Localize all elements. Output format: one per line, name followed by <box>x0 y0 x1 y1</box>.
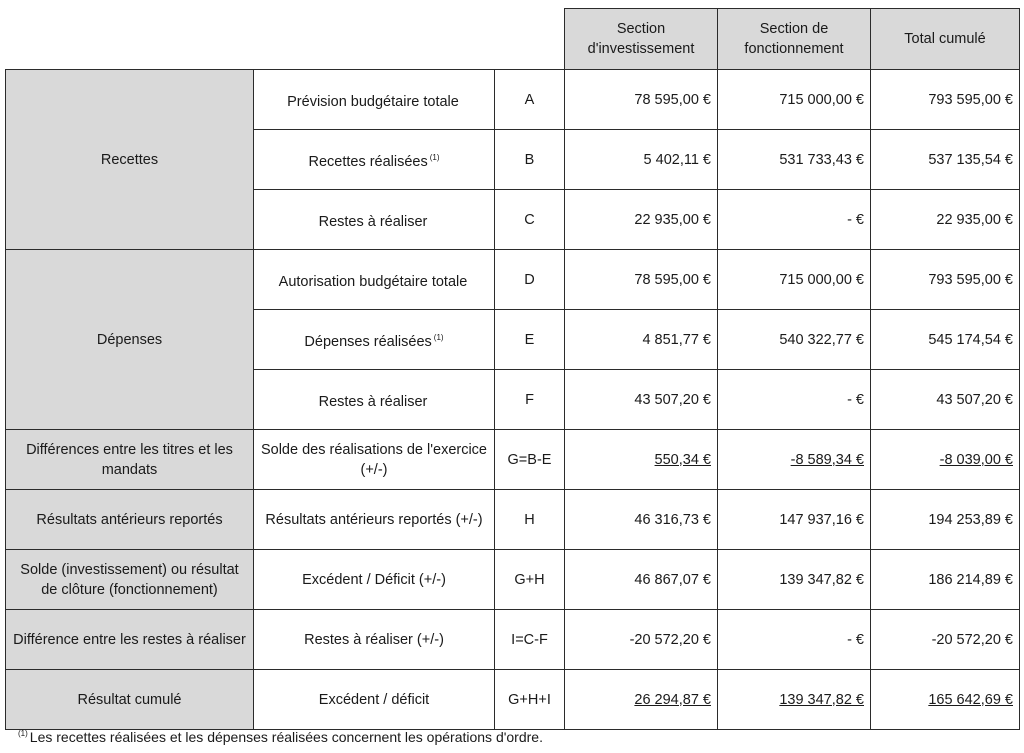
row-label: Recettes réalisées $^{(1)}$ <box>254 130 495 190</box>
row-label: Dépenses réalisées $^{(1)}$ <box>254 310 495 370</box>
row-code: H <box>495 490 565 550</box>
value-total: 537 135,54 € <box>871 130 1020 190</box>
row-label: Restes à réaliser (+/-) <box>254 610 495 670</box>
value-investissement: 4 851,77 € <box>565 310 718 370</box>
row-code: E <box>495 310 565 370</box>
value-investissement: -20 572,20 € <box>565 610 718 670</box>
group-depenses: Dépenses <box>6 250 254 430</box>
header-fonctionnement: Section de fonctionnement <box>718 9 871 70</box>
row-label: Restes à réaliser <box>254 370 495 430</box>
group-differences: Différences entre les titres et les mandats <box>6 430 254 490</box>
value-total: -20 572,20 € <box>871 610 1020 670</box>
value-fonctionnement: 715 000,00 € <box>718 250 871 310</box>
value-fonctionnement: 540 322,77 € <box>718 310 871 370</box>
group-solde: Solde (investissement) ou résultat de clôture (fonctionnement) <box>6 550 254 610</box>
row-label: Excédent / déficit <box>254 670 495 730</box>
header-investissement: Section d'investissement <box>565 9 718 70</box>
row-code: D <box>495 250 565 310</box>
header-row <box>6 9 1020 70</box>
value-investissement: 5 402,11 € <box>565 130 718 190</box>
value-total: 22 935,00 € <box>871 190 1020 250</box>
value-total: 793 595,00 € <box>871 70 1020 130</box>
group-resultats-anterieurs: Résultats antérieurs reportés <box>6 490 254 550</box>
table-row <box>6 70 1020 130</box>
group-difference-restes: Différence entre les restes à réaliser <box>6 610 254 670</box>
row-label: Résultats antérieurs reportés (+/-) <box>254 490 495 550</box>
value-fonctionnement: 139 347,82 € <box>718 550 871 610</box>
value-total: 194 253,89 € <box>871 490 1020 550</box>
value-fonctionnement: - € <box>718 190 871 250</box>
budget-table <box>5 8 1020 730</box>
value-total: 793 595,00 € <box>871 250 1020 310</box>
value-total: 43 507,20 € <box>871 370 1020 430</box>
table-row <box>6 430 1020 490</box>
row-label: Prévision budgétaire totale <box>254 70 495 130</box>
footnote <box>16 729 543 745</box>
row-code: G=B-E <box>495 430 565 490</box>
value-investissement: 46 316,73 € <box>565 490 718 550</box>
row-code: G+H <box>495 550 565 610</box>
value-fonctionnement: -8 589,34 € <box>718 430 871 490</box>
row-code: C <box>495 190 565 250</box>
value-investissement: 43 507,20 € <box>565 370 718 430</box>
value-fonctionnement: 531 733,43 € <box>718 130 871 190</box>
value-total: 545 174,54 € <box>871 310 1020 370</box>
value-total: 186 214,89 € <box>871 550 1020 610</box>
row-code: I=C-F <box>495 610 565 670</box>
value-fonctionnement: - € <box>718 370 871 430</box>
header-total: Total cumulé <box>871 9 1020 70</box>
row-code: G+H+I <box>495 670 565 730</box>
value-investissement: 550,34 € <box>565 430 718 490</box>
row-code: F <box>495 370 565 430</box>
value-investissement: 78 595,00 € <box>565 250 718 310</box>
value-total: -8 039,00 € <box>871 430 1020 490</box>
table-row <box>6 610 1020 670</box>
group-resultat-cumule: Résultat cumulé <box>6 670 254 730</box>
value-fonctionnement: 139 347,82 € <box>718 670 871 730</box>
value-investissement: 46 867,07 € <box>565 550 718 610</box>
row-label: Autorisation budgétaire totale <box>254 250 495 310</box>
value-fonctionnement: 147 937,16 € <box>718 490 871 550</box>
table-row <box>6 250 1020 310</box>
row-label: Solde des réalisations de l'exercice (+/-) <box>254 430 495 490</box>
row-label: Excédent / Déficit (+/-) <box>254 550 495 610</box>
value-investissement: 78 595,00 € <box>565 70 718 130</box>
value-fonctionnement: - € <box>718 610 871 670</box>
table-row <box>6 670 1020 730</box>
group-recettes: Recettes <box>6 70 254 250</box>
value-fonctionnement: 715 000,00 € <box>718 70 871 130</box>
table-row <box>6 550 1020 610</box>
row-code: B <box>495 130 565 190</box>
row-code: A <box>495 70 565 130</box>
footnote-text: Les recettes réalisées et les dépenses réalisées concernent les opérations d'ordre. <box>29 729 543 745</box>
value-total: 165 642,69 € <box>871 670 1020 730</box>
footnote-marker: (1) <box>18 729 28 738</box>
row-label: Restes à réaliser <box>254 190 495 250</box>
table-row <box>6 490 1020 550</box>
value-investissement: 26 294,87 € <box>565 670 718 730</box>
value-investissement: 22 935,00 € <box>565 190 718 250</box>
